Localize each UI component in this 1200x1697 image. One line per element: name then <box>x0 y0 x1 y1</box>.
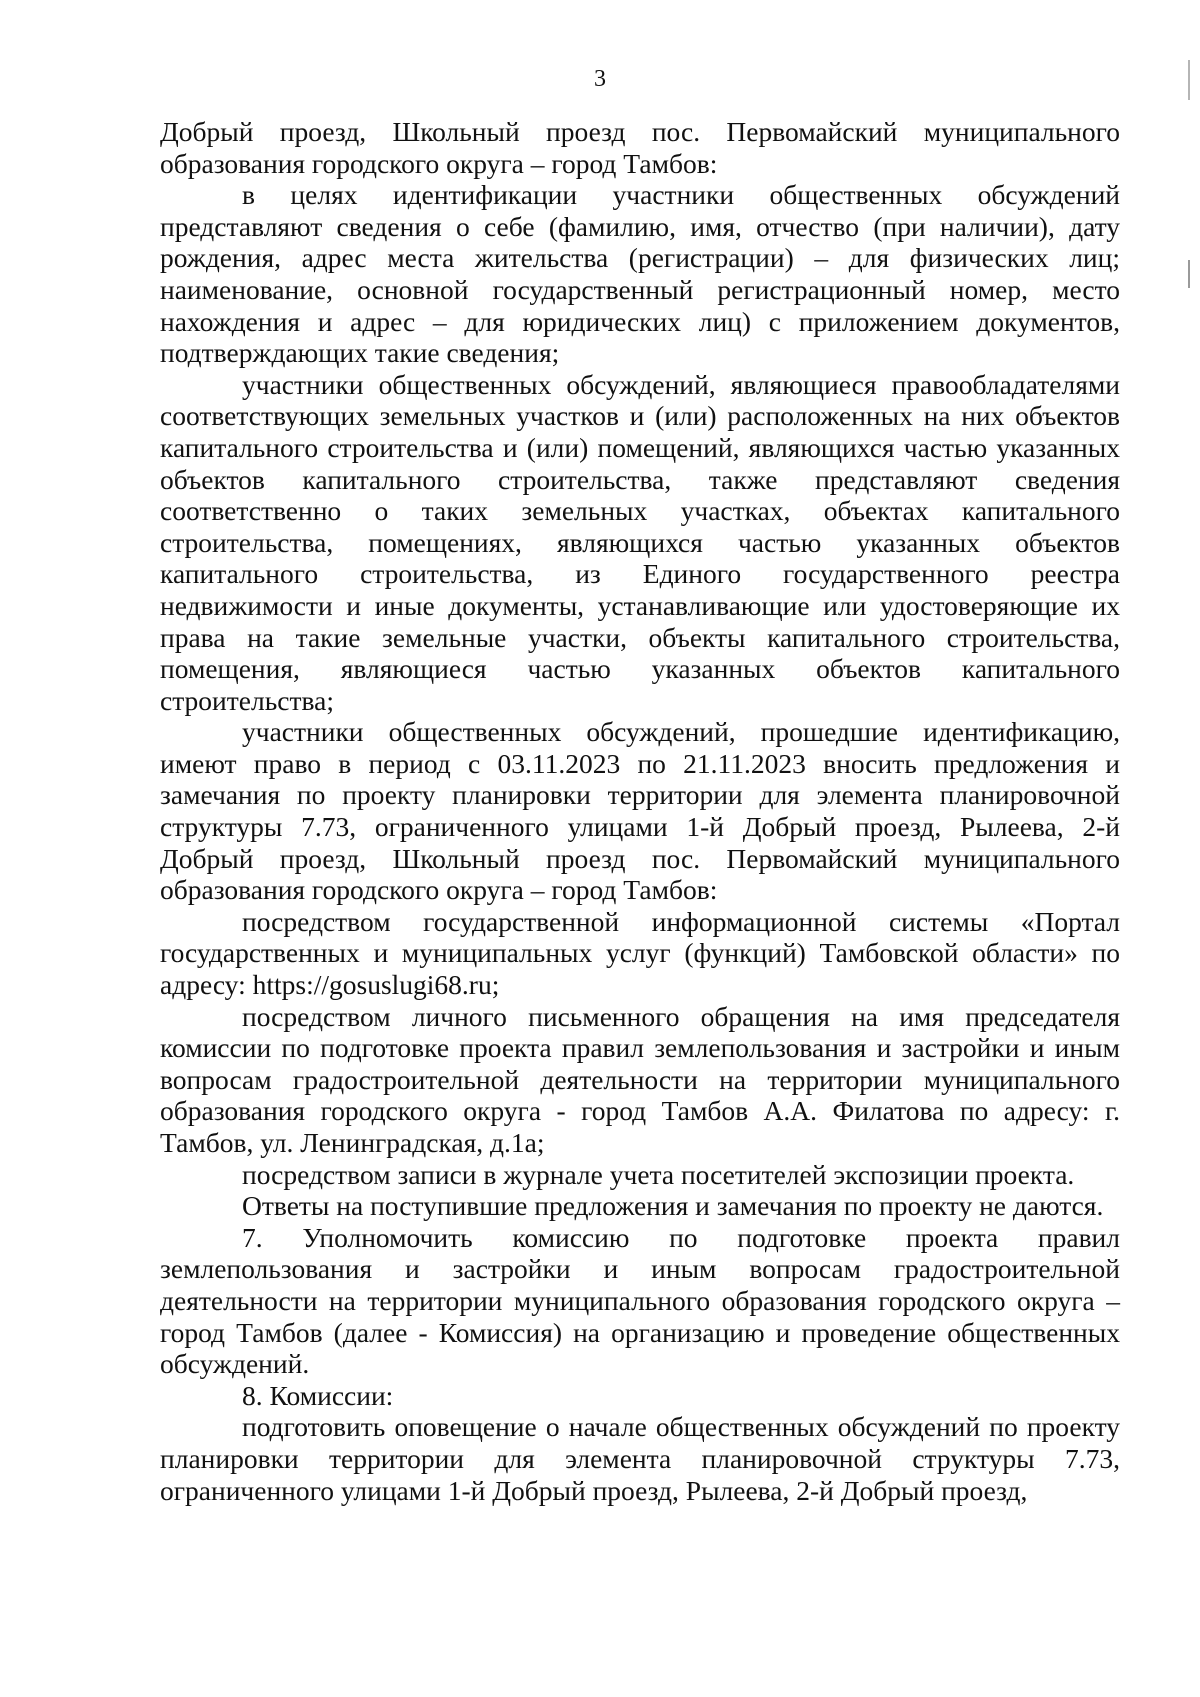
page-number: 3 <box>594 66 606 92</box>
paragraph-written-request: посредством личного письменного обращения на имя председателя комиссии по подготовке проекта правил землепользования и застройки и иным вопросам градостроительной деятельности на территории муниципального образования городского округа - город Тамбов А.А. Филатова по адресу: г. Тамбов, ул. Ленинградская, д.1а; <box>160 1000 1120 1158</box>
paragraph-rightholders: участники общественных обсуждений, являющиеся правообладателями соответствующих земельных участков и (или) расположенных на них объектов капитального строительства и (или) помещений, являющихся частью указанных объектов капитального строительства, также представляют сведения соответственно о таких земельных участках, объектах капитального строительства, помещениях, являющихся частью указанных объектов капитального строительства, из Единого государственного реестра недвижимости и иные документы, устанавливающие или удостоверяющие их права на такие земельные участки, объекты капитального строительства, помещения, являющиеся частью указанных объектов капитального строительства; <box>160 368 1120 716</box>
paragraph-prepare-notice: подготовить оповещение о начале общественных обсуждений по проекту планировки территории для элемента планировочной структуры 7.73, ограниченного улицами 1-й Добрый проезд, Рылеева, 2-й Добрый проезд, <box>160 1411 1120 1506</box>
paragraph-continuation: Добрый проезд, Школьный проезд пос. Первомайский муниципального образования городского округа – город Тамбов: <box>160 116 1120 179</box>
paragraph-portal: посредством государственной информационной системы «Портал государственных и муниципальных услуг (функций) Тамбовской области» по адресу: https://gosuslugi68.ru; <box>160 905 1120 1001</box>
paragraph-item-7: 7. Уполномочить комиссию по подготовке проекта правил землепользования и застройки и иным вопросам градостроительной деятельности на территории муниципального образования городского округа – город Тамбов (далее - Комиссия) на организацию и проведение общественных обсуждений. <box>160 1221 1120 1380</box>
paragraph-item-8: 8. Комиссии: <box>242 1379 394 1411</box>
document-body <box>160 116 1120 1506</box>
paragraph-visitor-journal: посредством записи в журнале учета посетителей экспозиции проекта. <box>242 1158 1075 1190</box>
paragraph-no-answers: Ответы на поступившие предложения и замечания по проекту не даются. <box>242 1190 1104 1222</box>
paragraph-identification: в целях идентификации участники общественных обсуждений представляют сведения о себе (фамилию, имя, отчество (при наличии), дату рождения, адрес места жительства (регистрации) – для физических лиц; наименование, основной государственный регистрационный номер, место нахождения и адрес – для юридических лиц) с приложением документов, подтверждающих такие сведения; <box>160 179 1120 369</box>
scan-edge-mark <box>1188 260 1190 288</box>
paragraph-proposal-period: участники общественных обсуждений, прошедшие идентификацию, имеют право в период с 03.11.2023 по 21.11.2023 вносить предложения и замечания по проекту планировки территории для элемента планировочной структуры 7.73, ограниченного улицами 1-й Добрый проезд, Рылеева, 2-й Добрый проезд, Школьный проезд пос. Первомайский муниципального образования городского округа – город Тамбов: <box>160 716 1120 906</box>
